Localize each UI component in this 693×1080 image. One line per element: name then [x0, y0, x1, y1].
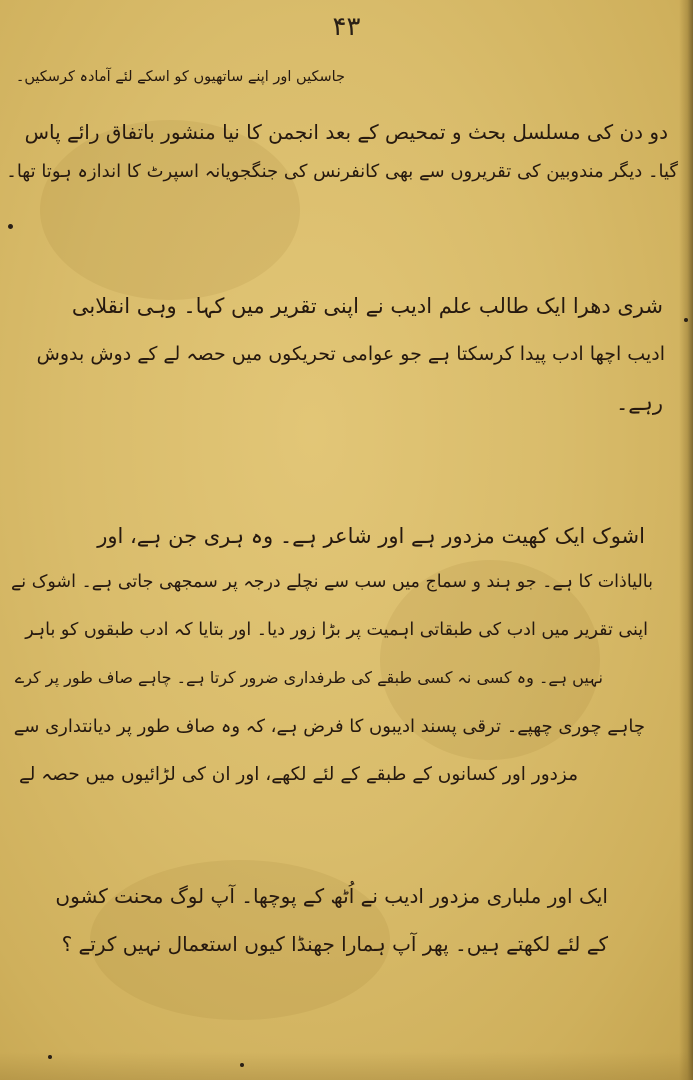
page-number: ۴۳ [332, 12, 361, 42]
text-line: شری دھرا ایک طالب علم ادیب نے اپنی تقریر میں کہا۔ وہی انقلابی [71, 294, 663, 318]
paper-stain [40, 120, 300, 300]
text-line: ادیب اچھا ادب پیدا کرسکتا ہے جو عوامی تحریکوں میں حصہ لے کے دوش بدوش [36, 343, 665, 365]
text-line: نہیں ہے۔ وہ کسی نہ کسی طبقے کی طرفداری ضرور کرتا ہے۔ چاہے صاف طور پر کرے [14, 668, 603, 687]
text-line: رہے۔ [615, 391, 663, 415]
ink-speck [48, 1055, 52, 1059]
text-line: اشوک ایک کھیت مزدور ہے اور شاعر ہے۔ وہ ہری جن ہے، اور [97, 524, 645, 548]
text-line: دو دن کی مسلسل بحث و تمحیص کے بعد انجمن کا نیا منشور باتفاق رائے پاس [24, 120, 668, 144]
text-line: بالیاذات کا ہے۔ جو ہند و سماج میں سب سے نچلے درجہ پر سمجھی جاتی ہے۔ اشوک نے [11, 572, 653, 592]
text-line: جاسکیں اور اپنے ساتھیوں کو اسکے لئے آمادہ کرسکیں۔ [15, 69, 345, 85]
text-line: مزدور اور کسانوں کے طبقے کے لئے لکھے، اور ان کی لڑائیوں میں حصہ لے [18, 764, 578, 785]
ink-speck [684, 318, 688, 322]
page-bottom-shade [0, 1052, 693, 1080]
text-line: اپنی تقریر میں ادب کی طبقاتی اہمیت پر بڑا زور دیا۔ اور بتایا کہ ادب طبقوں کو باہر [25, 620, 648, 640]
ink-speck [240, 1063, 244, 1067]
text-line: ایک اور ملباری مزدور ادیب نے اُٹھ کے پوچھا۔ آپ لوگ محنت کشوں [55, 884, 608, 908]
page-edge-shadow [679, 0, 693, 1080]
text-line: کے لئے لکھتے ہیں۔ پھر آپ ہمارا جھنڈا کیوں استعمال نہیں کرتے ؟ [61, 932, 608, 956]
ink-speck [8, 224, 13, 229]
text-line: گیا۔ دیگر مندوبین کی تقریروں سے بھی کانفرنس کی جنگجویانہ اسپرٹ کا اندازہ ہوتا تھا۔ [6, 161, 678, 182]
text-line: چاہے چوری چھپے۔ ترقی پسند ادیبوں کا فرض ہے، کہ وہ صاف طور پر دیانتداری سے [13, 716, 645, 737]
